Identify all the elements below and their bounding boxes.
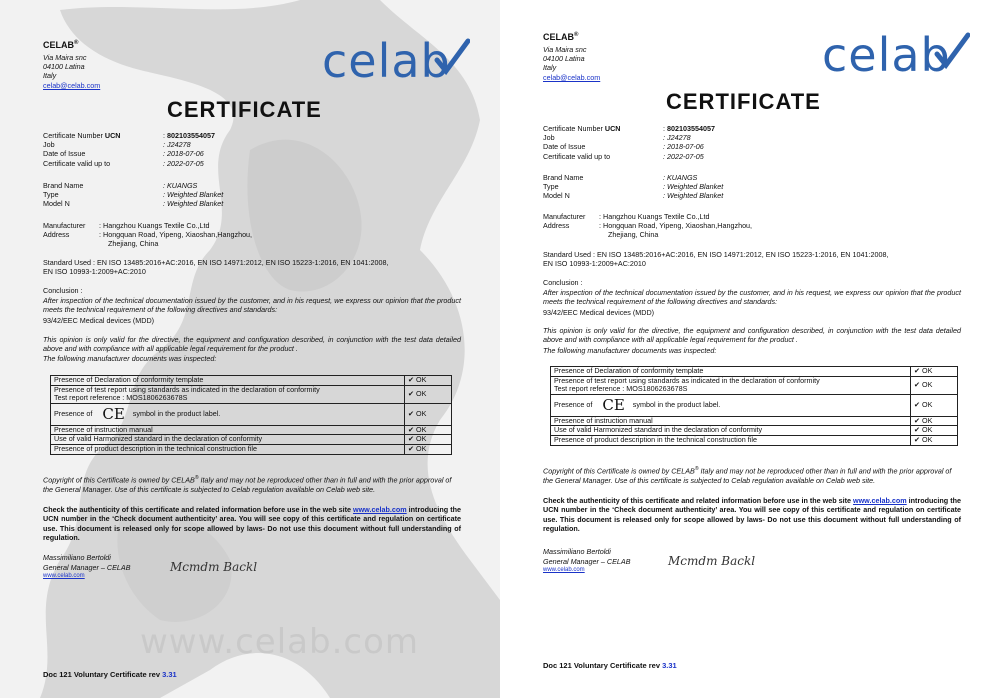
company-email-link[interactable]: celab@celab.com — [543, 73, 601, 82]
authenticity-notice: Check the authenticity of this certificate and related information before use in the web site www.celab.com introducing the UCN number in the ‘Check document authenticity’ area. You will see copy of this certificate and regulation on certificate use. This document is released only for scope allowed by laws- Do not use this document without full understanding of regulation. — [43, 505, 461, 543]
copyright-text: Copyright of this Certificate is owned by CELAB® Italy and may not be reproduced other than in full and with the prior approval of the General Manager. Use of this certificate is subjected to Celab regulation available on Celab web site. — [43, 475, 452, 494]
signer-website-link[interactable]: www.celab.com — [43, 573, 85, 579]
ce-mark-icon: CE — [602, 395, 625, 414]
certificate-title: CERTIFICATE — [666, 89, 821, 114]
directive: 93/42/EEC Medical devices (MDD) — [43, 316, 155, 325]
document-footer: Doc 121 Voluntary Certificate rev 3.31 — [543, 661, 677, 670]
brand-name-value: KUANGS — [167, 181, 198, 190]
type-value: Weighted Blanket — [667, 182, 724, 192]
check-mark-icon: ✔ — [408, 443, 415, 453]
date-of-issue: 2018-07-06 — [667, 142, 704, 152]
opinion-text: This opinion is only valid for the directive, the equipment and configuration described, in conjunction with the test data detailed above and with compliance with all applicable legal requirement for the product . — [543, 326, 961, 345]
check-mark-icon: ✔ — [914, 434, 921, 444]
inspection-checklist — [50, 375, 452, 455]
certificate-fields: Certificate Number UCN : 802103554057 Job : J24278 Date of Issue : 2018-07-06 Certificate valid up to : 2022-07-05 — [43, 131, 215, 168]
check-mark-icon: ✔ — [408, 375, 415, 384]
table-row: Presence of instruction manual ✔ OK — [551, 416, 958, 426]
check-mark-icon: ✔ — [408, 424, 415, 434]
logo-text: celab — [822, 28, 951, 82]
signer-title: General Manager – CELAB — [543, 557, 631, 566]
certificate-page-right — [502, 0, 1000, 698]
check-mark-icon: ✔ — [408, 408, 415, 418]
company-name: CELAB® — [43, 40, 79, 50]
check-mark-icon: ✔ — [408, 434, 415, 444]
documents-inspected-label: The following manufacturer documents was inspected: — [543, 346, 717, 355]
check-mark-icon: ✔ — [914, 399, 921, 409]
signature: Mcmdm Backl — [170, 560, 258, 574]
valid-until-date: 2022-07-05 — [167, 158, 204, 168]
manufacturer-name: Hangzhou Kuangs Textile Co.,Ltd — [103, 221, 210, 230]
signer-title: General Manager – CELAB — [43, 563, 131, 572]
table-row: Presence of test report using standards as indicated in the declaration of conformity Test report reference : MOS1806263678S ✔ OK — [51, 385, 452, 403]
valid-until-date: 2022-07-05 — [667, 151, 704, 161]
check-mark-icon: ✔ — [914, 415, 921, 425]
table-row: Presence of Declaration of conformity template ✔ OK — [551, 367, 958, 377]
standards-used: Standard Used : EN ISO 13485:2016+AC:2016, EN ISO 14971:2012, EN ISO 15223-1:2016, EN 1041:2008, EN ISO 10993-1:2009+AC:2010 — [543, 250, 889, 269]
check-mark-icon: ✔ — [914, 379, 921, 389]
company-address-line: Via Maira snc — [43, 53, 87, 62]
table-row: Presence of CE symbol in the product label. ✔ OK — [551, 394, 958, 416]
directive: 93/42/EEC Medical devices (MDD) — [543, 308, 655, 317]
checkmark-swoosh-icon — [434, 38, 470, 78]
table-row: Use of valid Harmonized standard in the declaration of conformity ✔ OK — [551, 426, 958, 436]
conclusion-text: After inspection of the technical documentation issued by the customer, and in his request, we express our opinion that the product meets the technical requirement of the following directives and standards: — [43, 296, 461, 315]
check-mark-icon: ✔ — [914, 366, 921, 375]
signer-website-link[interactable]: www.celab.com — [543, 567, 585, 573]
company-address-line: Italy — [43, 71, 57, 80]
opinion-text: This opinion is only valid for the directive, the equipment and configuration described, in conjunction with the test data detailed above and with compliance with all applicable legal requirement for the product . — [43, 335, 461, 354]
model-value: Weighted Blanket — [167, 199, 224, 209]
company-address-line: 04100 Latina — [43, 62, 85, 71]
check-mark-icon: ✔ — [914, 425, 921, 435]
manufacturer-block: Manufacturer : Hangzhou Kuangs Textile Co.,Ltd Address : Hongquan Road, Yipeng, Xiaoshan,Hangzhou, Zhejiang, China — [543, 212, 753, 240]
manufacturer-name: Hangzhou Kuangs Textile Co.,Ltd — [603, 212, 710, 221]
company-email-link[interactable]: celab@celab.com — [43, 81, 101, 90]
checkmark-swoosh-icon — [934, 32, 970, 72]
conclusion-label: Conclusion : — [543, 278, 583, 287]
manufacturer-address: Hongquan Road, Yipeng, Xiaoshan,Hangzhou, — [603, 221, 753, 231]
manufacturer-address: Hongquan Road, Yipeng, Xiaoshan,Hangzhou, — [103, 230, 253, 240]
product-fields: Brand Name : KUANGS Type : Weighted Blanket Model N : Weighted Blanket — [43, 181, 224, 209]
celab-website-link[interactable]: www.celab.com — [353, 505, 407, 514]
celab-logo — [322, 34, 451, 88]
table-row: Presence of product description in the technical construction file ✔ OK — [551, 435, 958, 445]
type-value: Weighted Blanket — [167, 190, 224, 200]
job-number: J24278 — [167, 140, 191, 150]
website-watermark: www.celab.com — [140, 622, 420, 662]
product-fields: Brand Name : KUANGS Type : Weighted Blanket Model N : Weighted Blanket — [543, 173, 724, 201]
logo-text: celab — [322, 34, 451, 88]
model-value: Weighted Blanket — [667, 191, 724, 201]
date-of-issue: 2018-07-06 — [167, 149, 204, 159]
document-footer: Doc 121 Voluntary Certificate rev 3.31 — [43, 670, 177, 679]
table-row: Presence of product description in the technical construction file ✔ OK — [51, 444, 452, 454]
brand-name-value: KUANGS — [667, 173, 698, 182]
table-row: Presence of Declaration of conformity template ✔ OK — [51, 376, 452, 386]
celab-logo — [822, 28, 951, 82]
table-row: Presence of instruction manual ✔ OK — [51, 425, 452, 435]
certificate-fields: Certificate Number UCN : 802103554057 Job : J24278 Date of Issue : 2018-07-06 Certificate valid up to : 2022-07-05 — [543, 124, 715, 161]
conclusion-label: Conclusion : — [43, 286, 83, 295]
company-name: CELAB® — [543, 32, 579, 42]
certificate-number: 802103554057 — [167, 131, 215, 140]
documents-inspected-label: The following manufacturer documents was inspected: — [43, 354, 217, 363]
table-row: Presence of test report using standards as indicated in the declaration of conformity Test report reference : MOS1806263678S ✔ OK — [551, 376, 958, 394]
job-number: J24278 — [667, 133, 691, 143]
ce-mark-icon: CE — [102, 404, 125, 423]
check-mark-icon: ✔ — [408, 388, 415, 398]
company-address-line: 04100 Latina — [543, 54, 585, 63]
manufacturer-block: Manufacturer : Hangzhou Kuangs Textile Co.,Ltd Address : Hongquan Road, Yipeng, Xiaoshan,Hangzhou, Zhejiang, China — [43, 221, 253, 249]
table-row: Presence of CE symbol in the product label. ✔ OK — [51, 403, 452, 425]
certificate-title: CERTIFICATE — [167, 97, 322, 122]
celab-website-link[interactable]: www.celab.com — [853, 496, 907, 505]
signer-name: Massimiliano Bertoldi — [543, 547, 611, 556]
signature: Mcmdm Backl — [668, 554, 756, 568]
copyright-text: Copyright of this Certificate is owned by CELAB® Italy and may not be reproduced other than in full and with the prior approval of the General Manager. Use of this certificate is subjected to Celab regulation available on Celab web site. — [543, 466, 952, 485]
signer-name: Massimiliano Bertoldi — [43, 553, 111, 562]
certificate-number: 802103554057 — [667, 124, 715, 133]
conclusion-text: After inspection of the technical documentation issued by the customer, and in his request, we express our opinion that the product meets the technical requirement of the following directives and standards: — [543, 288, 961, 307]
inspection-checklist — [550, 366, 958, 446]
authenticity-notice: Check the authenticity of this certificate and related information before use in the web site www.celab.com introducing the UCN number in the ‘Check document authenticity’ area. You will see copy of this certificate and regulation on certificate use. This document is released only for scope allowed by laws- Do not use this document without full understanding of regulation. — [543, 496, 961, 534]
company-address-line: Via Maira snc — [543, 45, 587, 54]
company-address-line: Italy — [543, 63, 557, 72]
table-row: Use of valid Harmonized standard in the declaration of conformity ✔ OK — [51, 435, 452, 445]
standards-used: Standard Used : EN ISO 13485:2016+AC:2016, EN ISO 14971:2012, EN ISO 15223-1:2016, EN 1041:2008, EN ISO 10993-1:2009+AC:2010 — [43, 258, 389, 277]
